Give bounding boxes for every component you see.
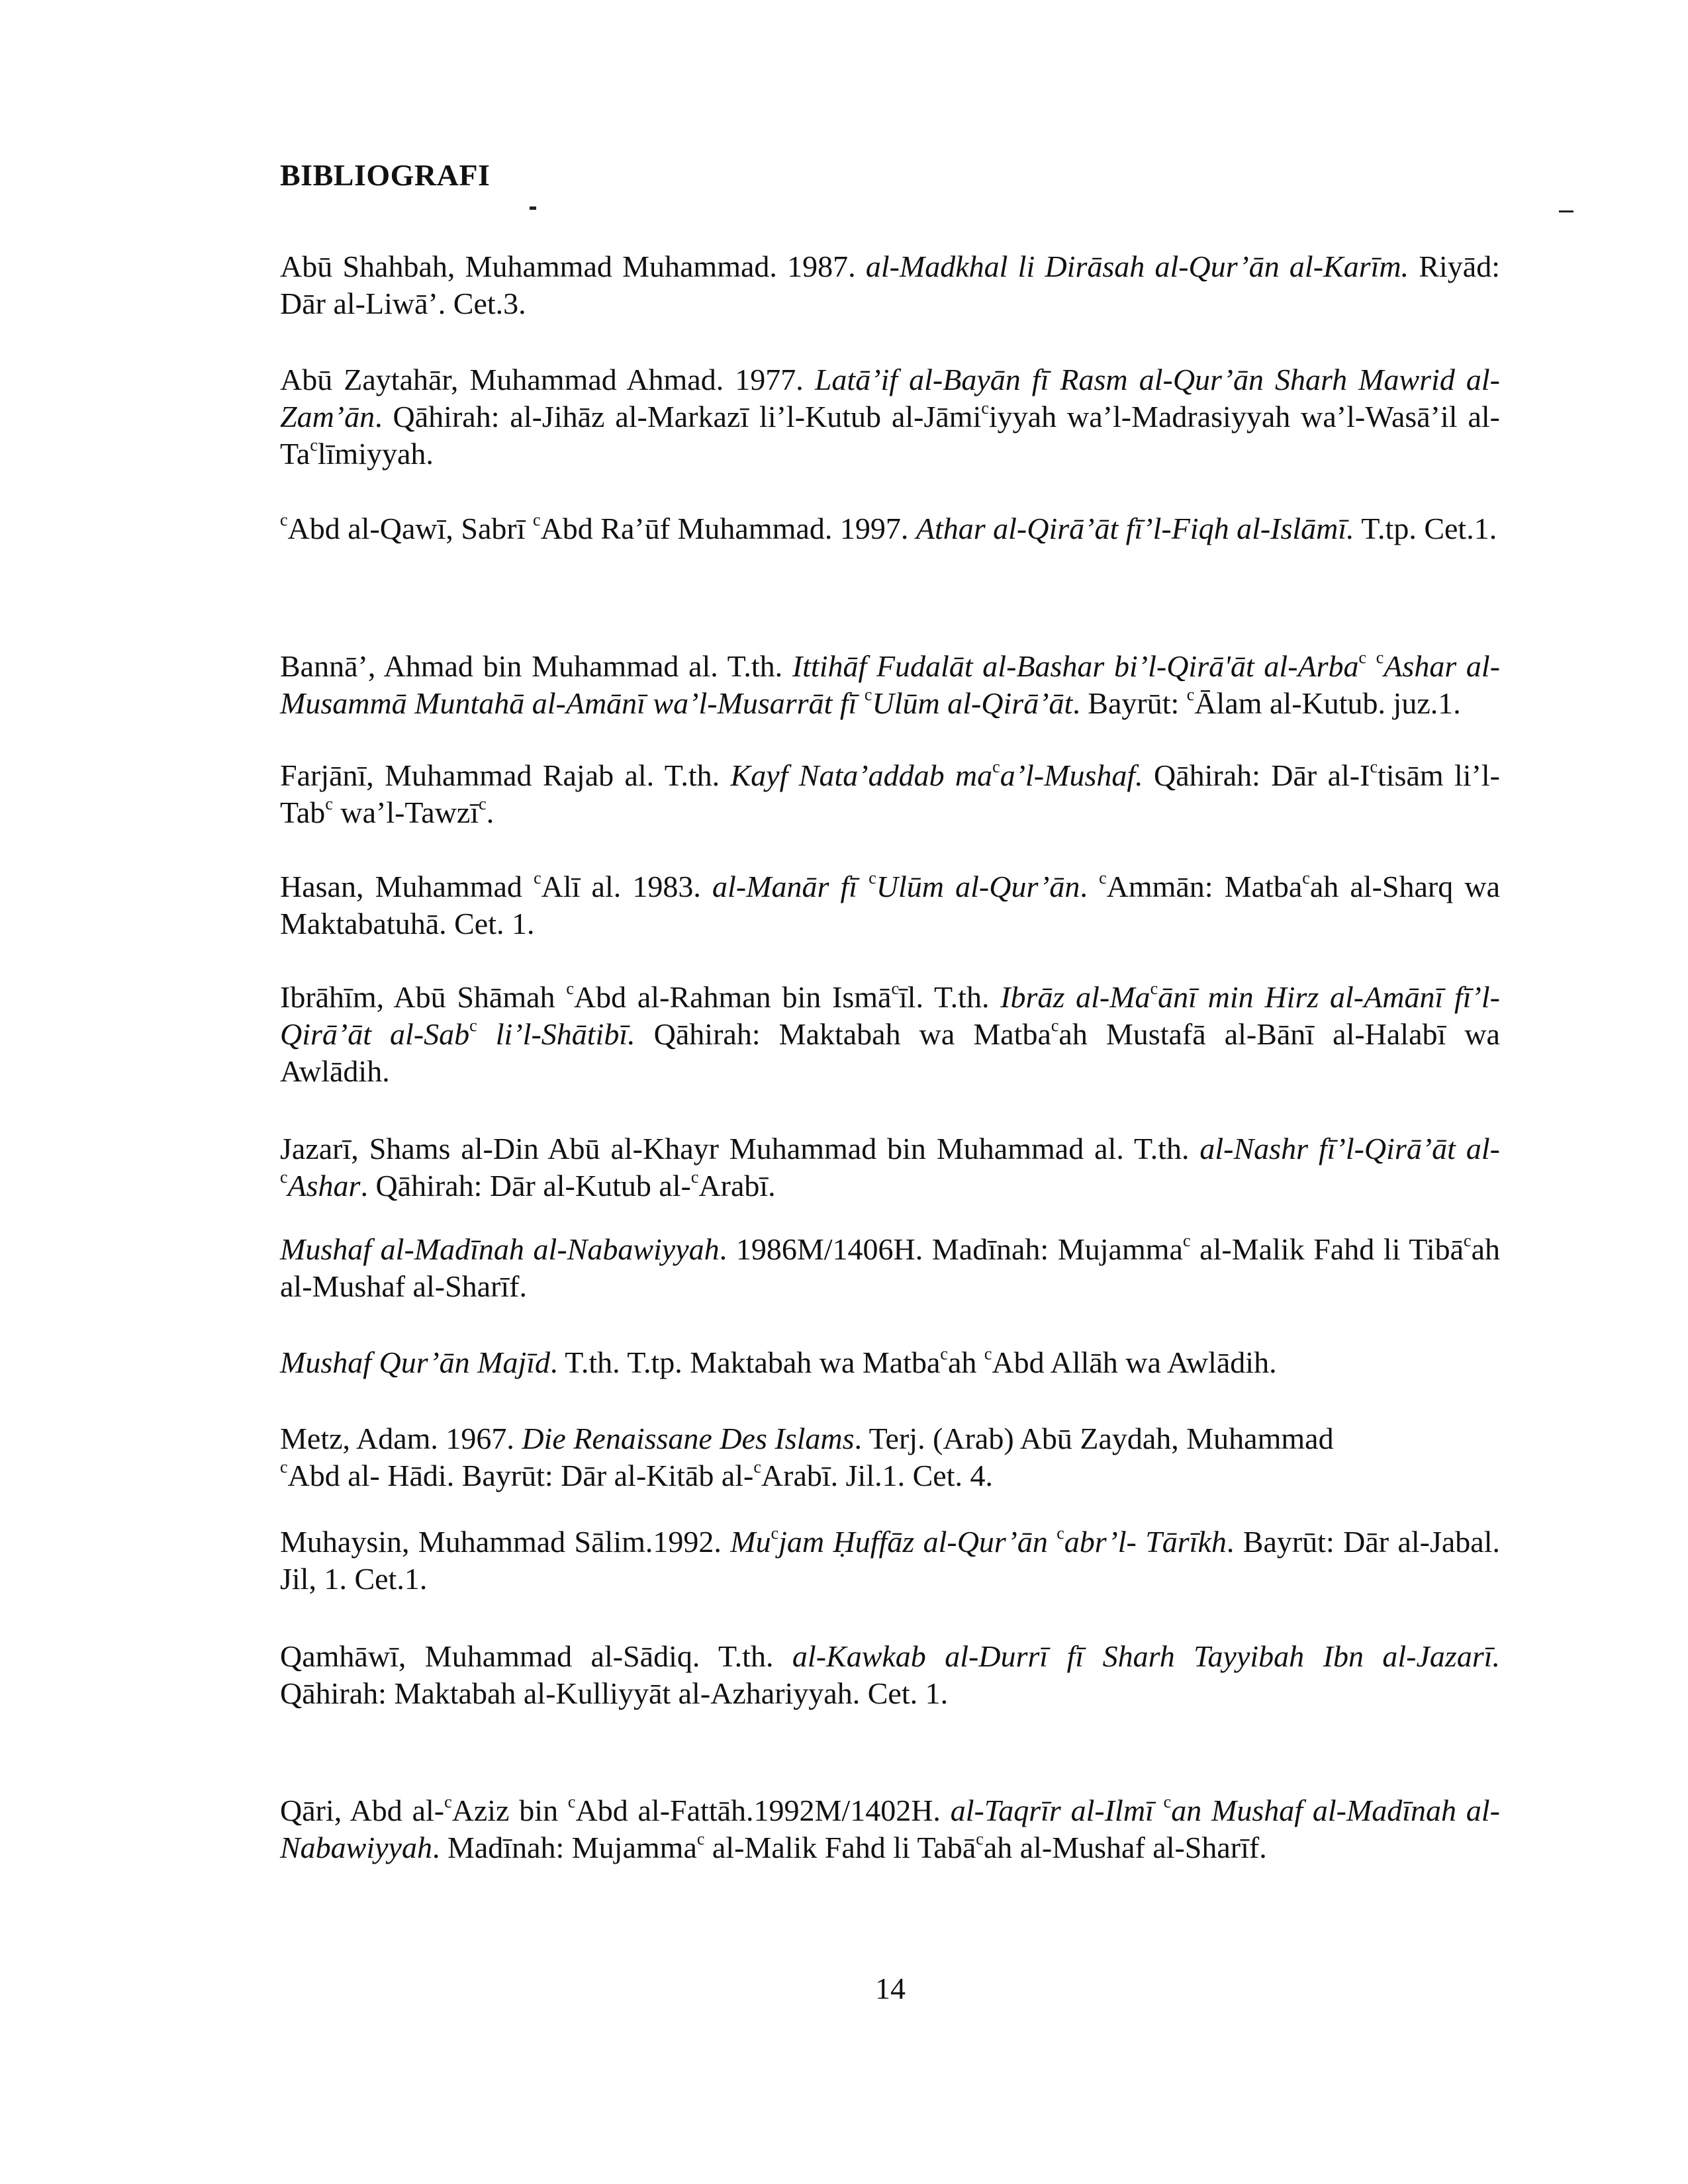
bibliography-entry — [280, 361, 1500, 473]
entry-title-italic: Ulūm al-Qirā’āt — [872, 686, 1073, 720]
scan-speck — [530, 206, 536, 210]
entry-title-italic: al-Taqrīr al-Ilmī — [950, 1794, 1164, 1827]
ayn-superscript: c — [1051, 1016, 1059, 1035]
entry-title-italic: Ibrāz al-Ma — [1000, 980, 1150, 1014]
entry-text: Abū Shahbah, Muhammad Muhammad. 1987. — [280, 250, 866, 283]
ayn-superscript: c — [566, 979, 574, 998]
entry-text: . Bayrūt: — [1072, 686, 1187, 720]
ayn-superscript: c — [696, 1829, 705, 1848]
entry-text: līmiyyah. — [317, 437, 434, 471]
entry-text: Jazarī, Shams al-Din Abū al-Khayr Muhammad bin Muhammad al. T.th. — [280, 1132, 1200, 1165]
bibliography-entry — [280, 868, 1500, 942]
ayn-superscript: c — [1150, 979, 1158, 998]
entry-text: ah al-Mushaf al-Sharīf. — [983, 1831, 1267, 1864]
entry-title-italic: jam Ḥuffāz al-Qur’ān — [778, 1525, 1057, 1559]
entry-title-italic: Die Renaissane Des Islams — [522, 1422, 855, 1455]
bibliography-entry — [280, 1638, 1500, 1712]
entry-text: Muhaysin, Muhammad Sālim.1992. — [280, 1525, 731, 1559]
ayn-superscript: c — [1099, 868, 1107, 887]
entry-text: T.tp. Cet.1. — [1354, 512, 1497, 545]
entry-text: Abd al- Hādi. Bayrūt: Dār al-Kitāb al- — [287, 1459, 754, 1492]
entry-text: . Terj. (Arab) Abū Zaydah, Muhammad — [854, 1422, 1334, 1455]
entry-text: Qamhāwī, Muhammad al-Sādiq. T.th. — [280, 1639, 792, 1673]
bibliography-entry — [280, 979, 1500, 1090]
ayn-superscript: c — [984, 1344, 992, 1363]
entry-title-italic: an Mushaf al-Madīnah al-Nabawiyyah — [280, 1794, 1500, 1864]
ayn-superscript: c — [1186, 685, 1195, 704]
entry-title-italic: Mushaf Qur’ān Majīd — [280, 1345, 551, 1379]
entry-text: . Bayrūt: Dār al-Jabal. Jil, 1. Cet.1. — [280, 1525, 1500, 1596]
entry-title-italic: ānī min Hirz al-Amānī fī’l-Qirā’āt al-Sab — [280, 980, 1500, 1051]
page-number: 14 — [875, 1972, 906, 2005]
entry-text: Qāhirah: Dār al-I — [1143, 758, 1370, 792]
entry-text: ah Mustafā al-Bānī al-Halabī wa Awlādih. — [280, 1017, 1500, 1088]
entry-text: Ibrāhīm, Abū Shāmah — [280, 980, 567, 1014]
ayn-superscript: c — [1464, 1231, 1472, 1250]
entry-text: iyyah wa’l-Madrasiyyah wa’l-Wasā’il al-Ta — [280, 400, 1500, 471]
ayn-superscript: c — [976, 1829, 984, 1848]
ayn-superscript: c — [992, 757, 1000, 776]
entry-title-italic: abr’l- Tārīkh — [1064, 1525, 1227, 1559]
entry-text: Abū Zaytahār, Muhammad Ahmad. 1977. — [280, 363, 815, 396]
entry-title-italic: Ittihāf Fudalāt al-Bashar bi’l-Qirā'āt al-Arba — [792, 649, 1359, 683]
entry-text: Abd al-Rahman bin Ismā — [573, 980, 892, 1014]
bibliography-entry — [280, 648, 1500, 722]
entry-title-italic: al-Kawkab al-Durrī fī Sharh Tayyibah Ibn al-Jazarī. — [792, 1639, 1500, 1673]
bibliography-entry — [280, 248, 1500, 322]
entry-title-italic: al-Nashr fī’l-Qirā’āt al- — [1199, 1132, 1500, 1165]
entry-text: Alī al. 1983. — [541, 870, 713, 903]
ayn-superscript: c — [444, 1792, 452, 1811]
bibliography-entry — [280, 1420, 1500, 1494]
entry-text: īl. T.th. — [898, 980, 1001, 1014]
bibliography-entry — [280, 1524, 1500, 1598]
ayn-superscript: c — [1370, 757, 1378, 776]
ayn-superscript: c — [1163, 1792, 1172, 1811]
ayn-superscript: c — [1056, 1524, 1064, 1543]
entry-text: Abd Ra’ūf Muhammad. 1997. — [540, 512, 916, 545]
entry-text: Ālam al-Kutub. juz.1. — [1194, 686, 1461, 720]
ayn-superscript: c — [469, 1016, 477, 1035]
bibliography-entry — [280, 1792, 1500, 1866]
entry-title-italic: li’l-Shātibī. — [477, 1017, 635, 1051]
entry-text: Arabī. — [698, 1169, 776, 1203]
entry-title-italic: Athar al-Qirā’āt fī’l-Fiqh al-Islāmī. — [915, 512, 1354, 545]
entry-text: . 1986M/1406H. Madīnah: Mujamma — [719, 1232, 1183, 1266]
entry-title-italic: Latā’if al-Bayān fī Rasm al-Qur’ān Sharh Mawrid al-Zam’ān — [280, 363, 1500, 433]
entry-text: Metz, Adam. 1967. — [280, 1422, 522, 1455]
entry-title-italic: Kayf Nata’addab ma — [730, 758, 993, 792]
entry-text: Aziz bin — [451, 1794, 568, 1827]
ayn-superscript: c — [325, 794, 333, 813]
ayn-superscript: c — [479, 794, 487, 813]
ayn-superscript: c — [280, 510, 288, 529]
ayn-superscript: c — [533, 510, 541, 529]
entry-text: Arabī. Jil.1. Cet. 4. — [761, 1459, 993, 1492]
ayn-superscript: c — [1182, 1231, 1191, 1250]
entry-text: al-Malik Fahd li Tabā — [704, 1831, 976, 1864]
ayn-superscript: c — [534, 868, 541, 887]
entry-text: . Qāhirah: Dār al-Kutub al- — [360, 1169, 691, 1203]
entry-title-italic: Mushaf al-Madīnah al-Nabawiyyah — [280, 1232, 720, 1266]
entry-text: Farjānī, Muhammad Rajab al. T.th. — [280, 758, 731, 792]
ayn-superscript: c — [864, 685, 872, 704]
entry-title-italic: Ashar al-Musammā Muntahā al-Amānī wa’l-Musarrāt fī — [280, 649, 1501, 720]
entry-text: Qāhirah: Maktabah wa Matba — [635, 1017, 1051, 1051]
entry-text: Qāhirah: Maktabah al-Kulliyyāt al-Azhariyyah. Cet. 1. — [280, 1676, 949, 1710]
entry-title-italic: al-Madkhal li Dirāsah al-Qur’ān al-Karīm. — [865, 250, 1409, 283]
bibliography-entry — [280, 1130, 1500, 1205]
ayn-superscript: c — [1302, 868, 1310, 887]
entry-text: ah al-Sharq wa Maktabatuhā. Cet. 1. — [280, 870, 1501, 940]
entry-text: Hasan, Muhammad — [280, 870, 534, 903]
ayn-superscript: c — [891, 979, 899, 998]
entry-text: . — [1080, 870, 1100, 903]
entry-text: Bannā’, Ahmad bin Muhammad al. T.th. — [280, 649, 792, 683]
entry-text: wa’l-Tawzī — [332, 796, 479, 829]
ayn-superscript: c — [280, 1167, 288, 1187]
entry-text — [1366, 649, 1376, 683]
entry-text: . T.th. T.tp. Maktabah wa Matba — [550, 1345, 941, 1379]
entry-text: ah — [947, 1345, 984, 1379]
entry-text: . Qāhirah: al-Jihāz al-Markazī li’l-Kutub al-Jāmi — [375, 400, 982, 433]
entry-text: tisām li’l-Tab — [280, 758, 1501, 829]
entry-text: Abd al-Fattāh.1992M/1402H. — [575, 1794, 951, 1827]
ayn-superscript: c — [940, 1344, 948, 1363]
page-heading: BIBLIOGRAFI — [280, 158, 491, 192]
entry-title-italic: Ashar — [287, 1169, 361, 1203]
entry-title-italic: Ulūm al-Qur’ān — [876, 870, 1080, 903]
bibliography-entry — [280, 1344, 1500, 1381]
entry-title-italic: al-Manār fī — [712, 870, 869, 903]
scan-speck — [1559, 210, 1573, 212]
entry-text: Ammān: Matba — [1106, 870, 1303, 903]
ayn-superscript: c — [771, 1524, 779, 1543]
bibliography-entry — [280, 510, 1500, 547]
entry-title-italic: Mu — [730, 1525, 771, 1559]
ayn-superscript: c — [753, 1457, 761, 1477]
ayn-superscript: c — [310, 435, 318, 455]
entry-text: Abd Allāh wa Awlādih. — [992, 1345, 1277, 1379]
ayn-superscript: c — [280, 1457, 288, 1477]
ayn-superscript: c — [567, 1792, 576, 1811]
entry-text: Abd al-Qawī, Sabrī — [287, 512, 534, 545]
entry-text: al-Malik Fahd li Tibā — [1190, 1232, 1464, 1266]
ayn-superscript: c — [1358, 648, 1367, 667]
entry-text: Riyād: Dār al-Liwā’. Cet.3. — [280, 250, 1500, 320]
bibliography-entry — [280, 757, 1500, 831]
entry-text: . Madīnah: Mujamma — [432, 1831, 697, 1864]
entry-text: ah al-Mushaf al-Sharīf. — [280, 1232, 1500, 1303]
entry-text: . — [486, 796, 494, 829]
bibliography-entry — [280, 1231, 1500, 1305]
entry-text: Qāri, Abd al- — [280, 1794, 445, 1827]
ayn-superscript: c — [868, 868, 876, 887]
entry-title-italic: a’l-Mushaf. — [1000, 758, 1143, 792]
ayn-superscript: c — [1376, 648, 1384, 667]
ayn-superscript: c — [981, 398, 989, 418]
ayn-superscript: c — [690, 1167, 699, 1187]
